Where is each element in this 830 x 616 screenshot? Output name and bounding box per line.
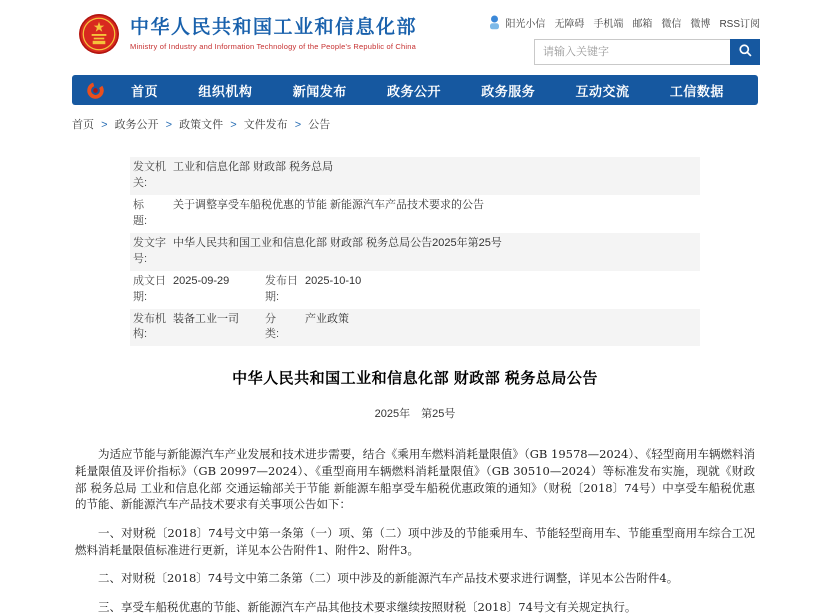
breadcrumb-separator: > xyxy=(230,119,237,131)
meta-value: 装备工业一司 xyxy=(173,312,239,325)
article-paragraph: 三、享受车船税优惠的节能、新能源汽车产品其他技术要求继续按照财税〔2018〕74号文有关规定执行。 xyxy=(98,600,637,615)
breadcrumb-announcement[interactable]: 公告 xyxy=(308,119,331,131)
breadcrumb xyxy=(72,116,758,132)
quick-link-rss[interactable]: RSS订阅 xyxy=(719,19,760,30)
meta-label: 分 类: xyxy=(265,312,298,341)
meta-row-doc-number xyxy=(130,233,700,271)
article-issue-number: 2025年 第25号 xyxy=(374,408,456,421)
search-button[interactable] xyxy=(730,39,760,65)
nav-item-interaction[interactable]: 互动交流 xyxy=(575,83,630,99)
miit-swirl-logo-icon xyxy=(86,81,105,100)
meta-value: 关于调整享受车船税优惠的节能 新能源汽车产品技术要求的公告 xyxy=(173,198,485,211)
breadcrumb-doc-release[interactable]: 文件发布 xyxy=(243,119,288,131)
header-right xyxy=(489,13,760,65)
nav-item-services[interactable]: 政务服务 xyxy=(481,83,536,99)
quick-link-weibo[interactable]: 微博 xyxy=(690,19,711,30)
search-icon xyxy=(738,43,753,61)
mascot-icon xyxy=(489,15,500,30)
search-bar xyxy=(534,39,760,65)
quick-links xyxy=(489,15,760,30)
quick-link-xiaoxin[interactable]: 阳光小信 xyxy=(505,19,546,30)
meta-label: 发布日期: xyxy=(265,274,298,303)
breadcrumb-gov-affairs[interactable]: 政务公开 xyxy=(114,119,159,131)
nav-item-data[interactable]: 工信数据 xyxy=(669,83,724,99)
article-paragraph: 一、对财税〔2018〕74号文中第一条第（一）项、第（二）项中涉及的节能乘用车、节能轻型商用车、节能重型商用车综合工况燃料消耗量限值标准进行更新，详见本公告附件1、附件2、附件3。 xyxy=(75,526,755,557)
quick-link-wechat[interactable]: 微信 xyxy=(661,19,682,30)
meta-label: 标 题: xyxy=(133,198,166,227)
article-paragraph: 为适应节能与新能源汽车产业发展和技术进步需要，结合《乘用车燃料消耗量限值》（GB 19578—2024）、《轻型商用车辆燃料消耗量限值及评价指标》（GB 20997—2024）、《重型商用车辆燃料消耗量限值》（GB 30510—2024）等标准发布实施，现就《财政部 税务总局 工业和信息化部 交通运输部关于节能 新能源车船享受车船税优惠政策的通知》（财税〔2018〕74号）中享受车船税优惠的节能、新能源汽车产品技术要求有关事项公告如下： xyxy=(75,447,755,512)
nav-item-news[interactable]: 新闻发布 xyxy=(292,83,347,99)
ministry-name-en: Ministry of Industry and Information Technology of the People's Republic of China xyxy=(130,42,416,52)
meta-label: 发文机关: xyxy=(133,161,166,189)
meta-row-title xyxy=(130,195,700,233)
meta-label: 发布机构: xyxy=(133,312,166,341)
brand-text xyxy=(130,17,417,52)
site-header xyxy=(0,0,830,73)
quick-link-mail[interactable]: 邮箱 xyxy=(632,19,653,30)
article xyxy=(0,367,830,615)
quick-link-accessibility[interactable]: 无障碍 xyxy=(554,19,585,30)
nav-item-gov-affairs[interactable]: 政务公开 xyxy=(386,83,441,99)
meta-label: 成文日期: xyxy=(133,274,166,303)
ministry-name: 中华人民共和国工业和信息化部 xyxy=(130,16,418,38)
meta-row-dates xyxy=(130,271,700,309)
breadcrumb-policy-docs[interactable]: 政策文件 xyxy=(179,119,224,131)
document-meta-table xyxy=(130,157,700,346)
main-nav xyxy=(72,75,758,105)
meta-value: 中华人民共和国工业和信息化部 财政部 税务总局公告2025年第25号 xyxy=(173,236,502,249)
breadcrumb-separator: > xyxy=(101,119,108,131)
meta-value: 2025-09-29 xyxy=(173,274,230,287)
nav-item-home[interactable]: 首页 xyxy=(131,83,159,99)
nav-items xyxy=(111,81,744,100)
breadcrumb-separator: > xyxy=(294,119,302,131)
meta-value: 2025-10-10 xyxy=(305,274,362,287)
meta-value: 产业政策 xyxy=(305,312,349,325)
meta-value: 工业和信息化部 财政部 税务总局 xyxy=(173,161,334,173)
meta-row-issuing-agency xyxy=(130,157,700,195)
breadcrumb-home[interactable]: 首页 xyxy=(72,119,94,131)
meta-label: 发文字号: xyxy=(133,236,166,265)
quick-link-mobile[interactable]: 手机端 xyxy=(593,19,624,30)
site-brand xyxy=(78,13,417,55)
search-input[interactable] xyxy=(534,39,730,65)
breadcrumb-separator: > xyxy=(165,119,173,131)
nav-item-organization[interactable]: 组织机构 xyxy=(198,83,253,99)
article-body xyxy=(75,446,755,615)
meta-row-publisher-category xyxy=(130,309,700,347)
national-emblem-icon xyxy=(78,13,120,55)
article-paragraph: 二、对财税〔2018〕74号文中第二条第（二）项中涉及的新能源汽车产品技术要求进行调整，详见本公告附件4。 xyxy=(98,571,679,586)
article-title: 中华人民共和国工业和信息化部 财政部 税务总局公告 xyxy=(232,370,598,388)
